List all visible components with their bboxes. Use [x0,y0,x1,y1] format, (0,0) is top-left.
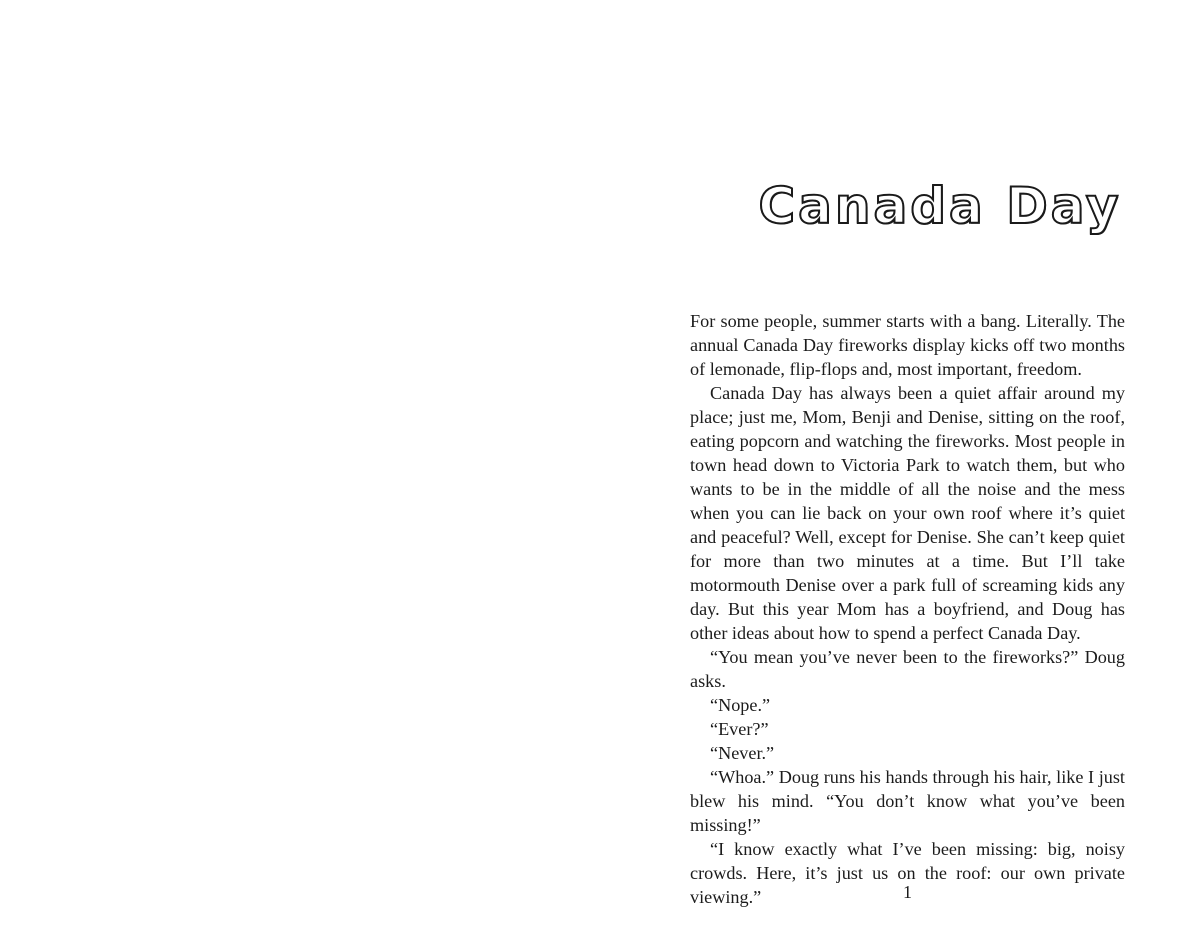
paragraph-2: Canada Day has always been a quiet affair around my place; just me, Mom, Benji and Denise, sitting on the roof, eating popcorn and watching the fireworks. Most people in town head down to Victoria Park to watch them, but who wants to be in the middle of all the noise and the mess when you can lie back on your own roof where it’s quiet and peaceful? Well, except for Denise. She can’t keep quiet for more than two minutes at a time. But I’ll take motormouth Denise over a park full of screaming kids any day. But this year Mom has a boyfriend, and Doug has other ideas about how to spend a perfect Canada Day. [690,383,1125,643]
paragraph-1: For some people, summer starts with a bang. Literally. The annual Canada Day fireworks display kicks off two months of lemonade, flip-flops and, most important, freedom. [690,311,1125,379]
paragraph-5: “Ever?” [710,719,769,739]
paragraph-4: “Nope.” [710,695,771,715]
right-page [600,0,1200,930]
paragraph-8: “I know exactly what I’ve been missing: big, noisy crowds. Here, it’s just us on the roof: our own private viewing.” [690,839,1125,907]
page-number: 1 [903,882,912,902]
paragraph-6: “Never.” [710,743,775,763]
chapter-body [690,309,1125,909]
chapter-title: Canada Day [758,177,1122,235]
paragraph-3: “You mean you’ve never been to the fireworks?” Doug asks. [690,647,1125,691]
paragraph-7: “Whoa.” Doug runs his hands through his hair, like I just blew his mind. “You don’t know what you’ve been missing!” [690,767,1125,835]
